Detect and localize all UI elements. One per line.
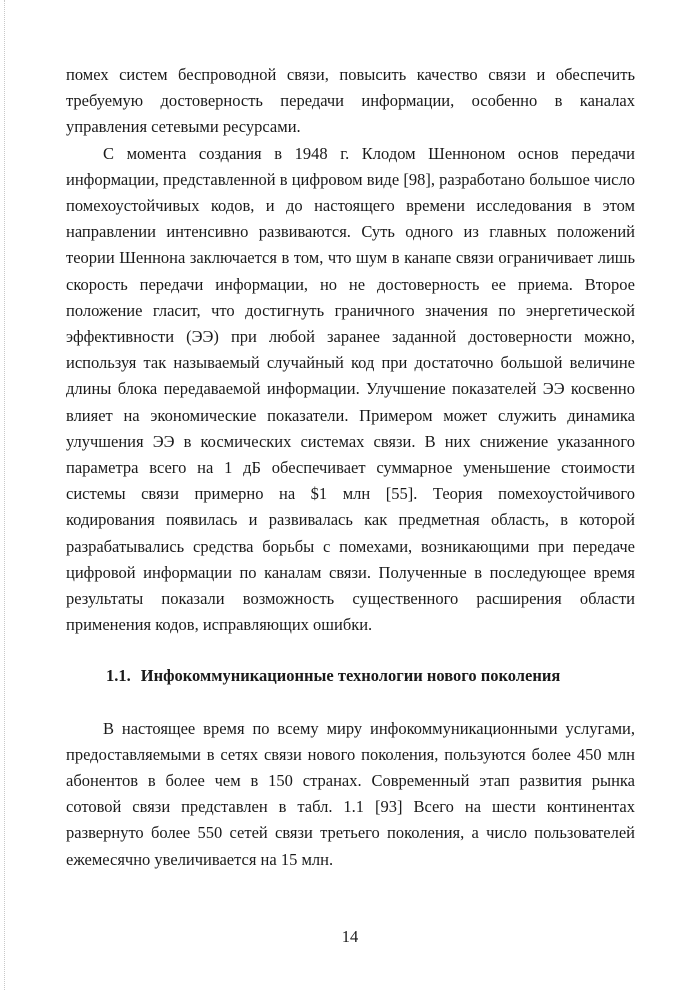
section-heading [66, 663, 635, 689]
section-number: 1.1. [106, 666, 131, 686]
paragraph-section-intro: В настоящее время по всему миру инфокоммуникационными услугами, предоставляемыми в сетях связи нового поколения, пользуются более 450 млн абонентов в более чем в 150 странах. Современный этап развития рынка сотовой связи представлен в табл. 1.1 [93] Всего на шести континентах развернуто более 550 сетей связи третьего поколения, а число пользователей ежемесячно увеличивается на 15 млн. [66, 718, 635, 869]
section-title: Инфокоммуникационные технологии нового поколения [140, 666, 561, 686]
document-page [66, 62, 635, 873]
paragraph-shannon: С момента создания в 1948 г. Клодом Шенноном основ передачи информации, представленной в цифровом виде [98], разработано большое число помехоустойчивых кодов, и до настоящего времени исследования в этом направлении интенсивно развиваются. Суть одного из главных положений теории Шеннона заключается в том, что шум в канапе связи ограничивает лишь скорость передачи информации, но не достоверность ее приема. Второе положение гласит, что достигнуть граничного значения по энергетической эффективности (ЭЭ) при любой заранее заданной достоверности можно, используя так называемый случайный код при достаточно большой величине длины блока передаваемой информации. Улучшение показателей ЭЭ косвенно влияет на экономические показатели. Примером может служить динамика улучшения ЭЭ в космических системах связи. В них снижение указанного параметра всего на 1 дБ обеспечивает суммарное уменьшение стоимости системы связи примерно на $1 млн [55]. Теория помехоустойчивого кодирования появилась и развивалась как предметная область, в которой разрабатывались средства борьбы с помехами, возникающими при передаче цифровой информации по каналам связи. Полученные в последующее время результаты показали возможность существенного расширения области применения кодов, исправляющих ошибки. [66, 143, 635, 635]
paragraph-continuation: помех систем беспроводной связи, повысить качество связи и обеспечить требуемую достоверность передачи информации, особенно в каналах управления сетевыми ресурсами. [66, 65, 635, 137]
page-edge-guide [4, 0, 5, 990]
page-number: 14 [341, 927, 359, 946]
